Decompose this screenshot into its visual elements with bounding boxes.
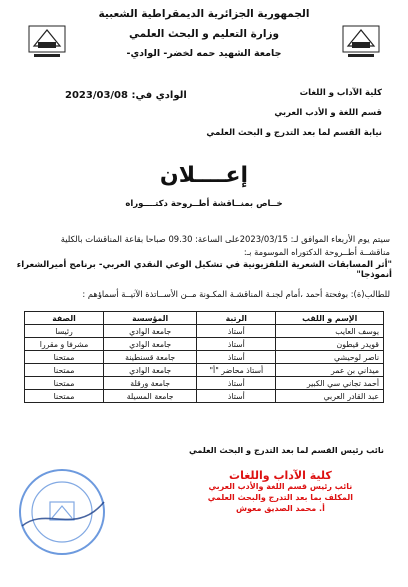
member-name: أحمد تجاني سي الكبير	[276, 377, 384, 390]
table-row	[25, 364, 384, 377]
table-header-row	[25, 312, 384, 325]
member-role: ممتحنا	[25, 364, 104, 377]
member-institution: جامعة ورقلة	[104, 377, 197, 390]
member-name: عبد القادر العربي	[276, 390, 384, 403]
signature-line-4: أ. محمد الصديق معوش	[235, 504, 325, 513]
candidate-line: للطالب(ة): بوفحتة أحمد ،أمام لجنـة المناقشـة المكـونة مــن الأســاتذة الآتيــة أسماؤهم :	[82, 289, 390, 299]
thesis-title: "أثر المسابقات الشعرية التلفزيونية في تشكيل الوعي النقدي العربي- برنامج أميرالشعراء أنموذجا"	[16, 260, 392, 280]
stamp-icon	[16, 466, 108, 558]
member-role: مشرفا و مقررا	[25, 338, 104, 351]
member-role: رئيسا	[25, 325, 104, 338]
date-value: 2023/03/08	[65, 90, 128, 101]
republic-header: الجمهورية الجزائرية الديمقراطية الشعبية	[98, 8, 310, 20]
faculty-name: كلية الآداب و اللغات	[299, 88, 382, 98]
signature-line-1: كلية الآداب واللغات	[229, 469, 332, 482]
signature-title: نائب رئيس القسم لما بعد التدرج و البحث العلمي	[188, 445, 384, 455]
deputy-office: نيابة القسم لما بعد التدرج و البحث العلمي	[206, 128, 382, 138]
member-institution: جامعة المسيلة	[104, 390, 197, 403]
table-row	[25, 351, 384, 364]
column-header-rank: الرتبة	[197, 312, 276, 325]
university-header: جامعة الشهيد حمه لخضر- الوادي-	[126, 48, 282, 59]
date-place-label: الوادي في:	[131, 90, 187, 101]
committee-table	[24, 311, 384, 403]
table-row	[25, 377, 384, 390]
table-row	[25, 390, 384, 403]
member-role: ممتحنا	[25, 351, 104, 364]
member-institution: جامعة قسنطينة	[104, 351, 197, 364]
intro-line-2: مناقشــة أطــروحة الدكتوراه الموسومة بـ:	[243, 247, 390, 257]
column-header-name: الإسم و اللقب	[276, 312, 384, 325]
column-header-role: الصفة	[25, 312, 104, 325]
official-stamp	[16, 466, 108, 558]
member-rank: أستاذ محاضر "أ"	[197, 364, 276, 377]
announcement-title: إعــــلان	[159, 163, 249, 188]
date-line	[65, 90, 187, 101]
table-row	[25, 325, 384, 338]
ministry-header: وزارة التعليم و البحث العلمي	[128, 28, 280, 40]
member-name: ميداني بن عمر	[276, 364, 384, 377]
member-rank: أستاذ	[197, 351, 276, 364]
intro-line-1: سيتم يوم الأربعاء الموافق لـ: 2023/03/15على الساعة: 09.30 صباحا بقاعة المناقشات بالكلية	[60, 234, 390, 244]
member-name: ناصر لوحيشي	[276, 351, 384, 364]
signature-line-2: نائب رئيس قسم اللغة والأدب العربي	[208, 482, 353, 491]
member-institution: جامعة الوادي	[104, 325, 197, 338]
member-role: ممتحنا	[25, 390, 104, 403]
member-name: قويدر قيطون	[276, 338, 384, 351]
department-name: قسم اللغة و الأدب العربي	[274, 108, 382, 118]
member-rank: أستاذ	[197, 377, 276, 390]
member-name: يوسف العايب	[276, 325, 384, 338]
announcement-subtitle: خــاص بمنــاقشة أطــروحة دكتــــوراه	[125, 199, 283, 209]
column-header-institution: المؤسسة	[104, 312, 197, 325]
signature-block	[208, 470, 353, 514]
member-rank: أستاذ	[197, 390, 276, 403]
member-institution: جامعة الوادي	[104, 364, 197, 377]
signature-line-3: المكلف بما بعد التدرج والبحث العلمي	[207, 493, 353, 502]
member-role: ممتحنا	[25, 377, 104, 390]
member-institution: جامعة الوادي	[104, 338, 197, 351]
member-rank: أستاذ	[197, 325, 276, 338]
member-rank: أستاذ	[197, 338, 276, 351]
table-row	[25, 338, 384, 351]
